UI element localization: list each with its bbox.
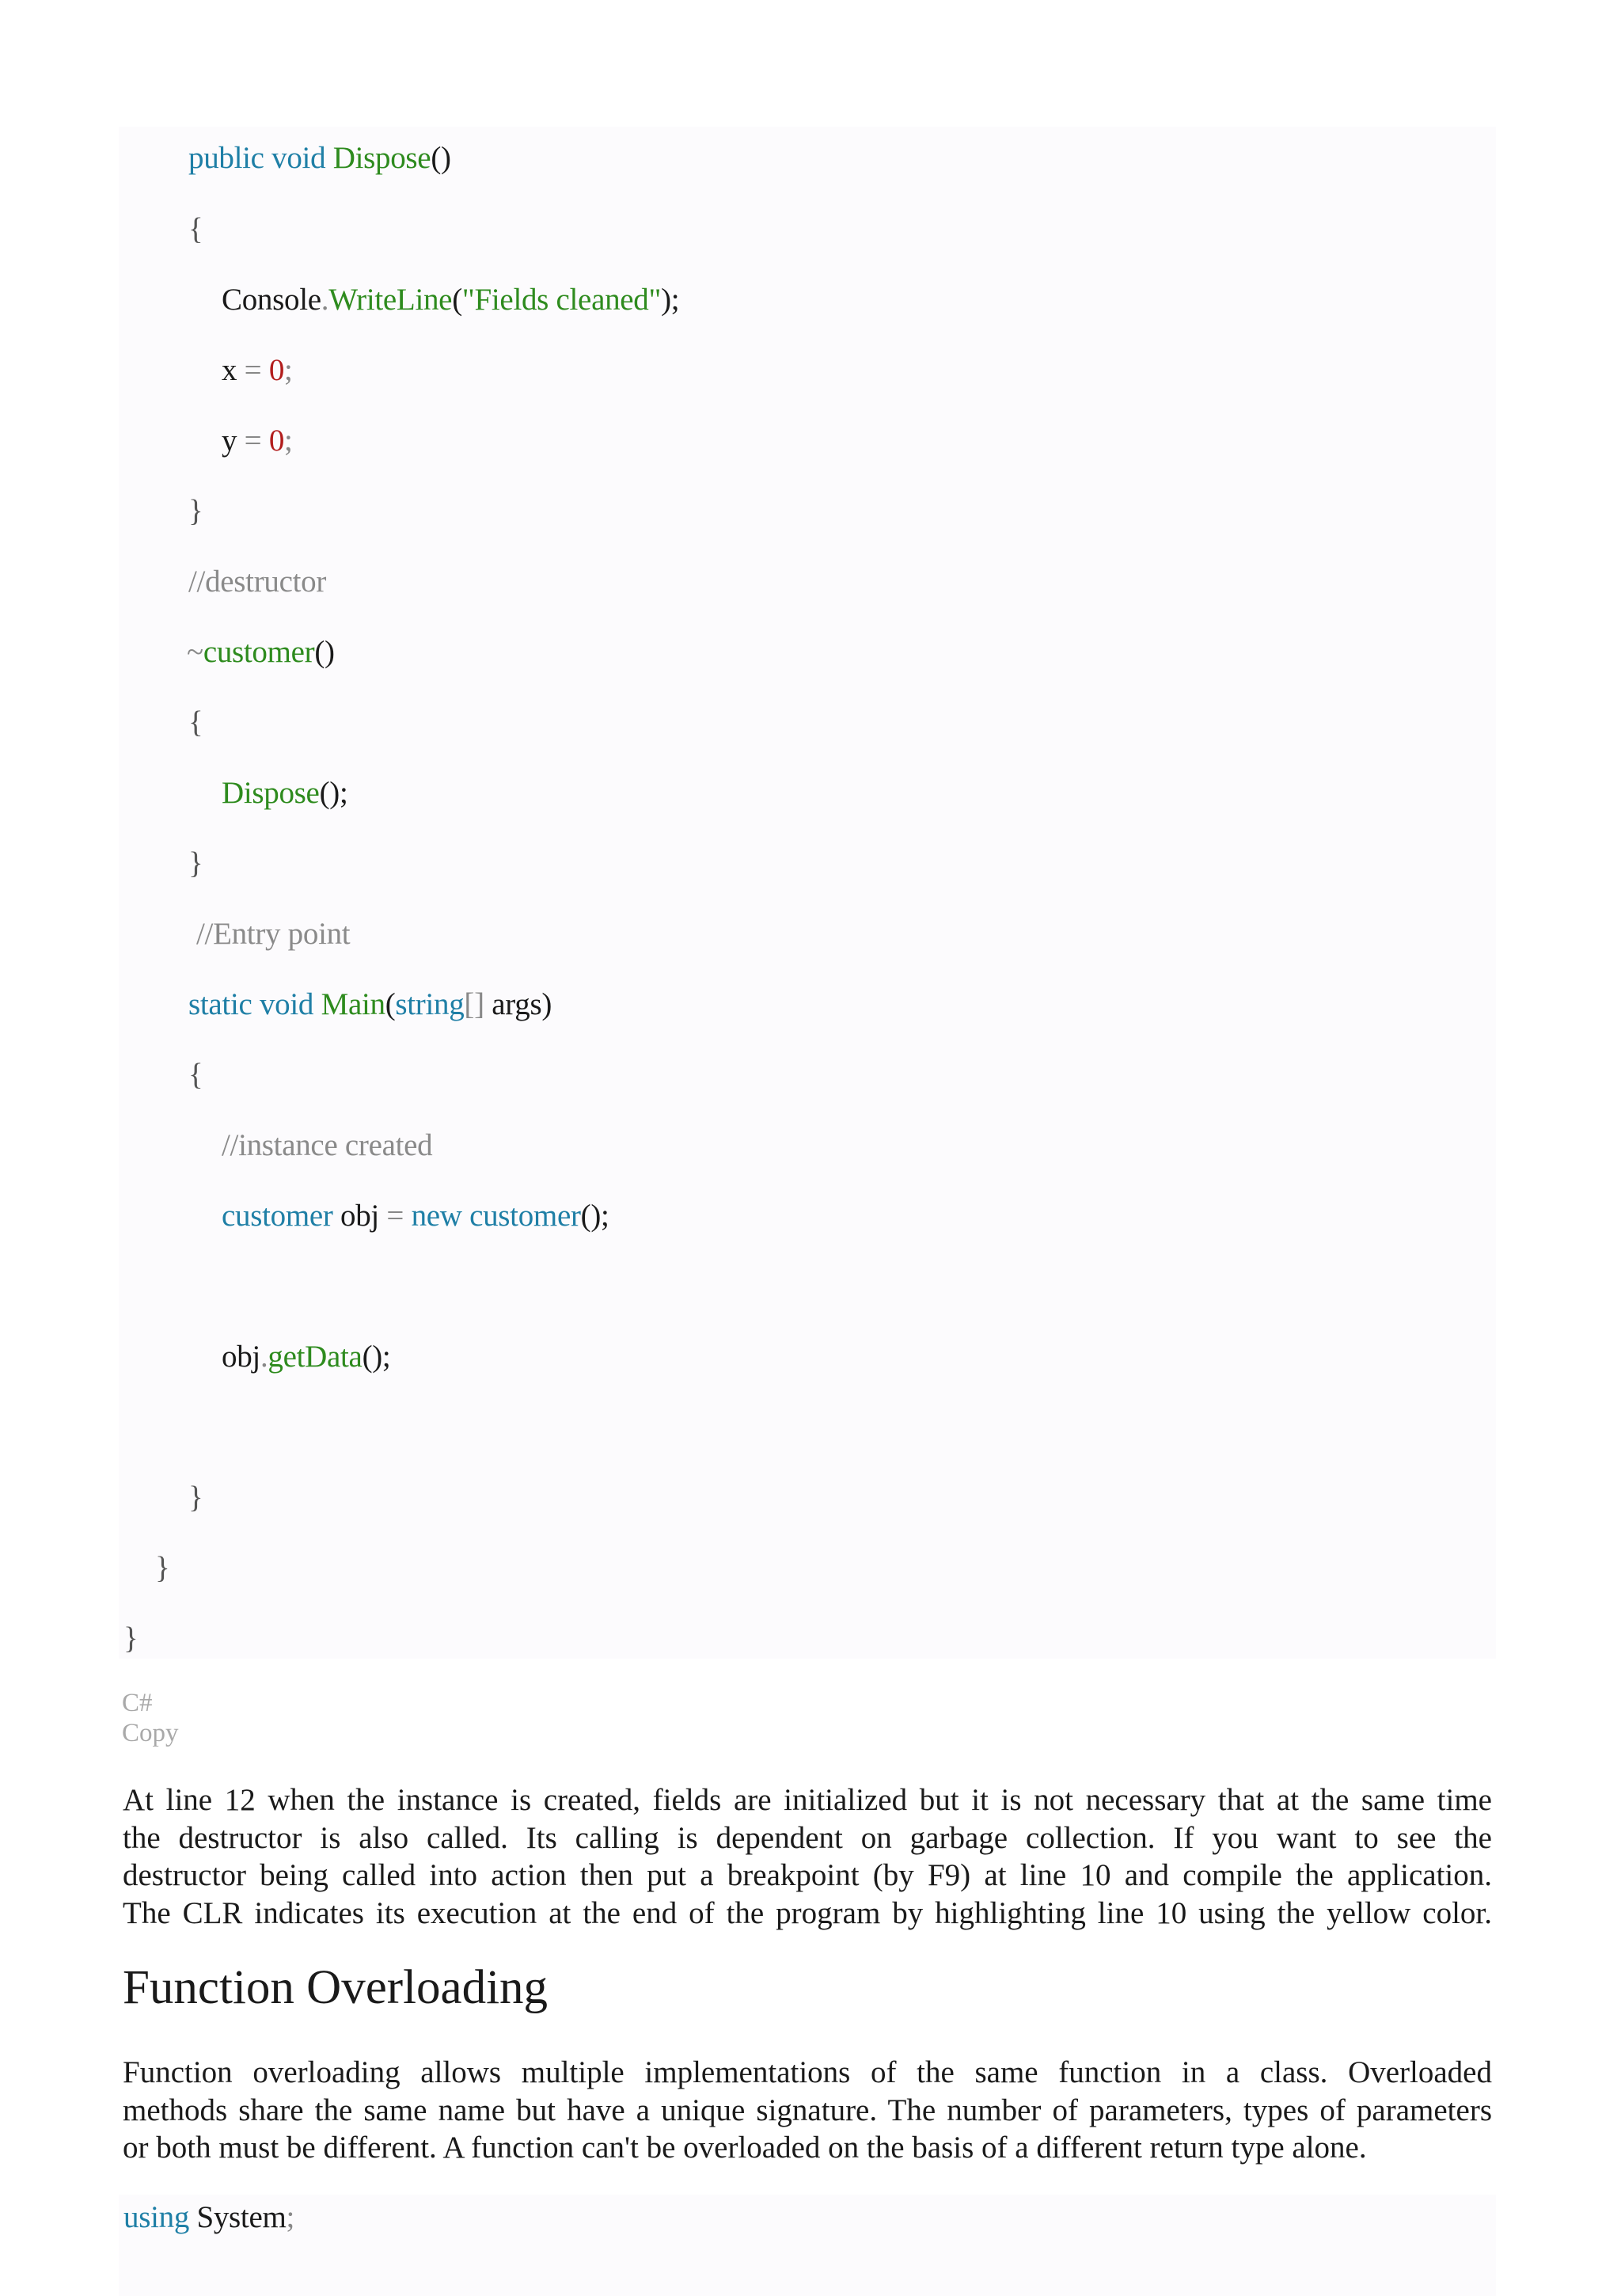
code-token: ();	[319, 776, 348, 810]
code-token: //destructor	[188, 564, 327, 599]
code-line	[123, 1619, 138, 1659]
code-token: }	[123, 1621, 139, 1655]
code-line	[188, 1478, 203, 1518]
code-line	[188, 562, 326, 602]
code-token: ()	[431, 141, 451, 175]
code-token: string	[395, 987, 465, 1021]
code-line	[222, 774, 348, 813]
code-token: obj	[332, 1199, 387, 1233]
paragraph-overloading-explanation	[123, 2054, 1492, 2167]
code-token: obj	[222, 1340, 260, 1374]
code-token: static	[188, 987, 252, 1021]
code-token: Dispose	[222, 776, 320, 810]
code-token: 0	[268, 424, 285, 458]
code-token: ~	[187, 635, 203, 669]
code-token: ()	[314, 635, 335, 669]
code-token	[325, 141, 332, 175]
code-line	[188, 1055, 203, 1095]
code-token: }	[188, 846, 203, 880]
code-block-bottom	[119, 2195, 1496, 2296]
code-token: }	[188, 494, 203, 528]
paragraph-line: methods share the same name but have a unique signature. The number of parameters, types of parameters	[123, 2093, 1492, 2127]
code-token	[252, 987, 260, 1021]
code-token: }	[188, 1481, 203, 1515]
code-line	[222, 280, 679, 320]
code-token: System	[189, 2200, 287, 2234]
code-token: Console	[222, 283, 321, 317]
code-line	[188, 492, 203, 531]
code-token: //Entry point	[196, 917, 351, 951]
code-token: customer	[203, 635, 315, 669]
paragraph-line: Function overloading allows multiple implementations of the same function in a class. Overloaded	[123, 2055, 1492, 2089]
code-token: Main	[321, 987, 385, 1021]
code-token	[261, 424, 268, 458]
code-token: ();	[362, 1340, 391, 1374]
code-token: ;	[284, 424, 293, 458]
code-token: =	[386, 1199, 404, 1233]
paragraph-line: At line 12 when the instance is created, fields are initialized but it is not necessary that at the same time	[123, 1783, 1492, 1817]
code-token: .	[260, 1340, 268, 1374]
code-token: (	[385, 987, 396, 1021]
code-token: customer	[222, 1199, 333, 1233]
code-token	[462, 1199, 469, 1233]
code-token	[264, 141, 271, 175]
code-line	[155, 1549, 169, 1588]
code-token	[261, 353, 268, 387]
code-token: //instance created	[222, 1128, 433, 1162]
code-token: args)	[484, 987, 552, 1021]
code-line	[222, 1196, 609, 1236]
code-token: 0	[268, 353, 285, 387]
code-token	[404, 1199, 411, 1233]
code-token: getData	[268, 1340, 363, 1374]
code-token: ();	[580, 1199, 609, 1233]
paragraph-destructor-explanation	[123, 1781, 1492, 1932]
code-line	[187, 633, 335, 672]
code-token: "Fields cleaned"	[461, 283, 662, 317]
code-token: void	[259, 987, 314, 1021]
code-token: .	[321, 283, 329, 317]
paragraph-line: or both must be different. A function can't be overloaded on the basis of a different return type alone.	[123, 2131, 1367, 2165]
code-block-top	[119, 127, 1496, 1659]
code-token: []	[464, 987, 484, 1021]
code-token: y	[222, 424, 245, 458]
code-line	[188, 139, 451, 178]
code-line	[188, 985, 552, 1024]
code-line	[188, 210, 203, 249]
copy-code-button[interactable]: Copy	[122, 1719, 179, 1747]
code-token: ;	[286, 2200, 295, 2234]
code-token: x	[222, 353, 245, 387]
code-line	[222, 1126, 432, 1165]
code-token: (	[452, 283, 462, 317]
code-line	[222, 1337, 390, 1377]
code-language-label: C#	[122, 1689, 153, 1717]
code-line	[188, 844, 203, 884]
code-token: WriteLine	[328, 283, 453, 317]
code-token: }	[155, 1551, 170, 1585]
code-token: using	[123, 2200, 190, 2234]
paragraph-line: the destructor is also called. Its calling is dependent on garbage collection. If you want to see the	[123, 1820, 1492, 1855]
code-token: ;	[284, 353, 293, 387]
section-heading: Function Overloading	[123, 1961, 549, 2014]
code-token: {	[188, 1058, 203, 1092]
code-token: );	[661, 283, 680, 317]
code-token: public	[188, 141, 264, 175]
code-line	[196, 914, 350, 954]
code-token	[313, 987, 321, 1021]
paragraph-line: destructor being called into action then put a breakpoint (by F9) at line 10 and compile the application.	[123, 1858, 1492, 1892]
code-line	[188, 703, 203, 743]
code-token: {	[188, 212, 203, 246]
code-token: void	[271, 141, 326, 175]
code-token: =	[244, 424, 262, 458]
code-token: {	[188, 705, 203, 739]
code-line	[222, 421, 293, 461]
code-token: new	[411, 1199, 462, 1233]
code-token: =	[244, 353, 262, 387]
code-line	[123, 2198, 294, 2237]
code-line	[222, 351, 293, 390]
code-token: customer	[469, 1199, 581, 1233]
paragraph-line: The CLR indicates its execution at the end of the program by highlighting line 10 using the yellow color.	[123, 1895, 1492, 1930]
code-token: Dispose	[332, 141, 431, 175]
